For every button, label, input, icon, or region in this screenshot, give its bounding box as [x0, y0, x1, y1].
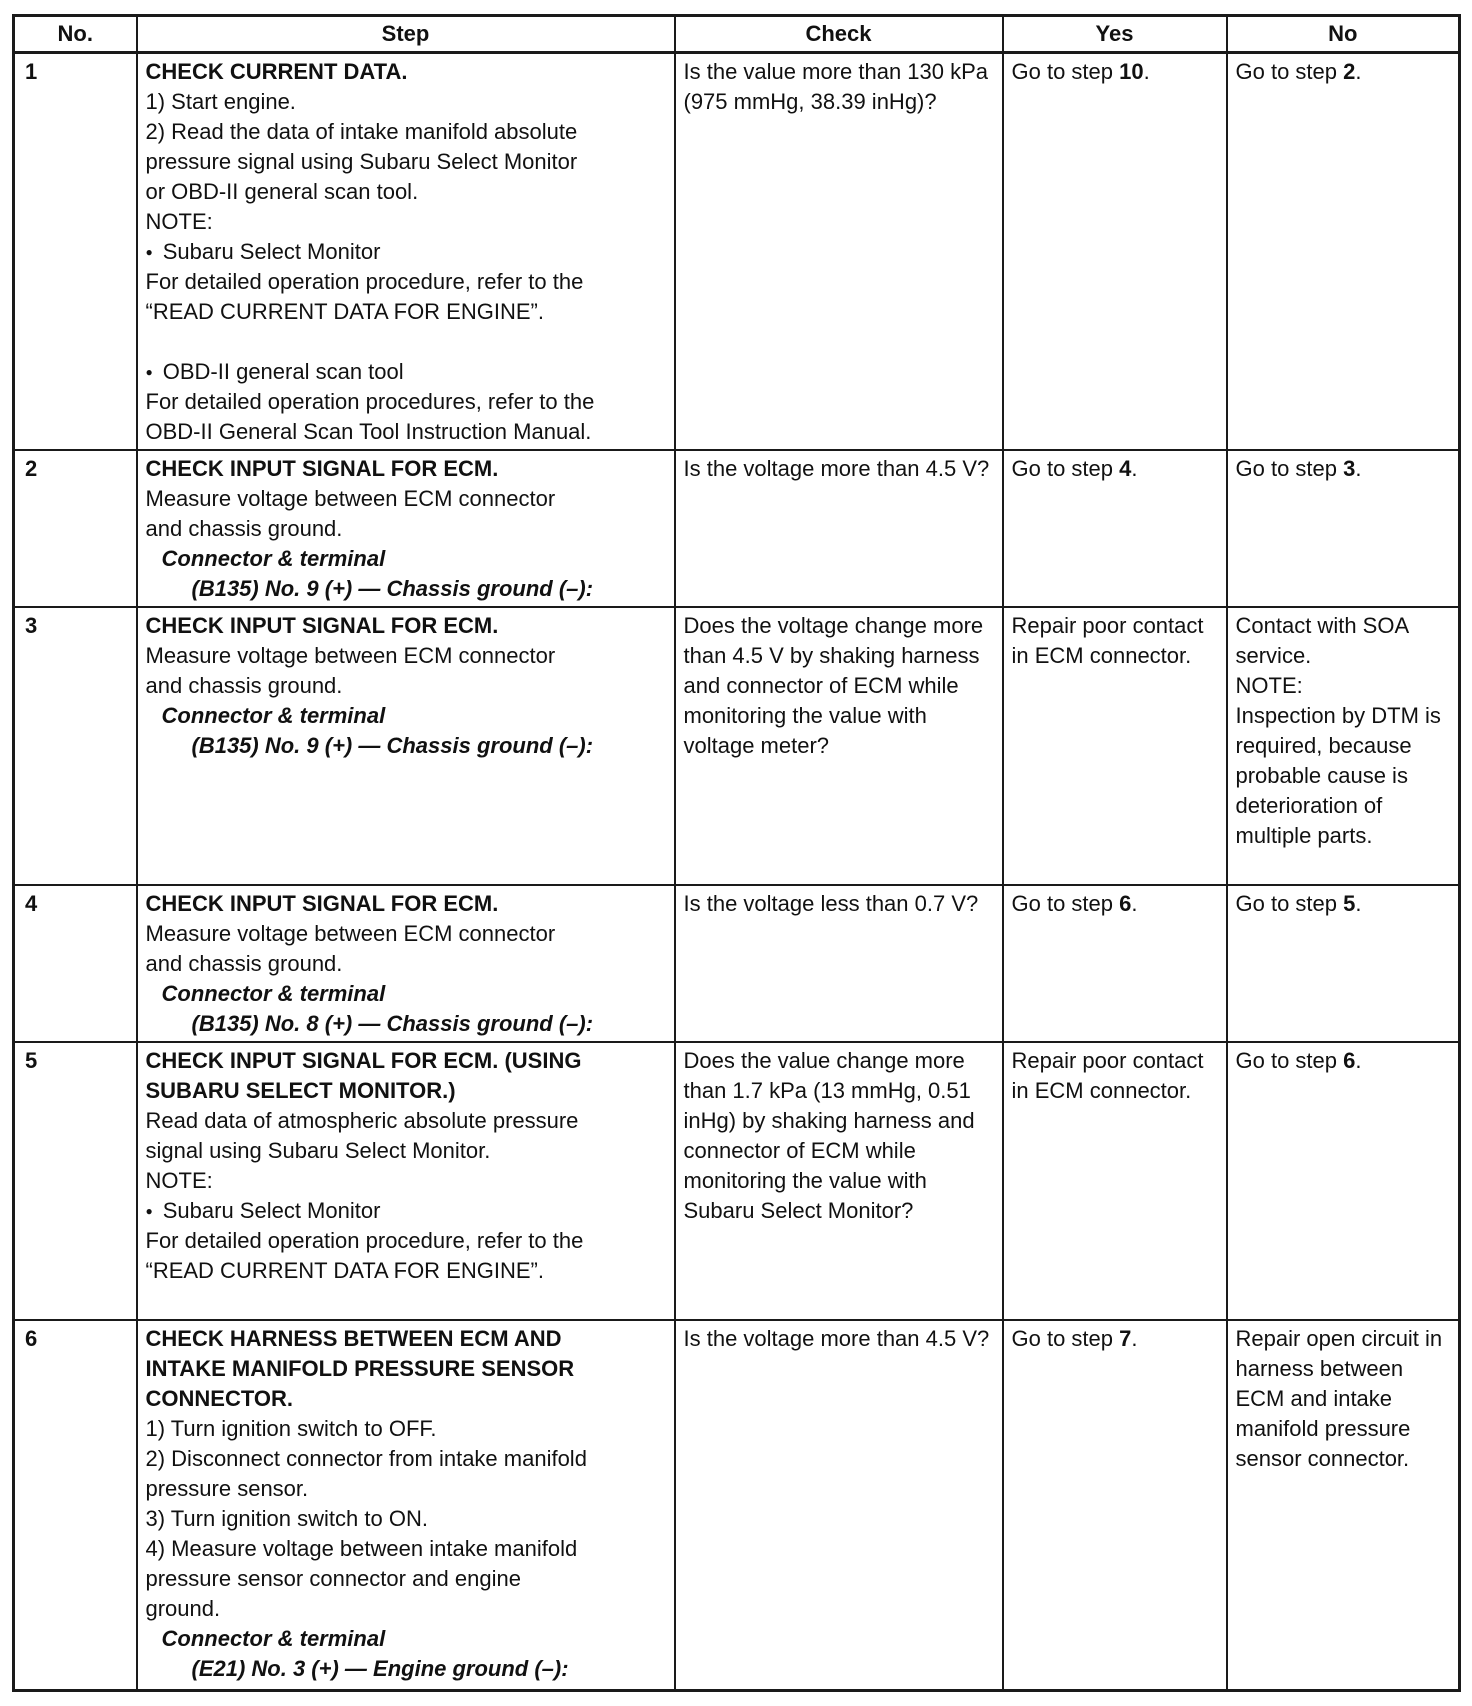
- header-check: Check: [675, 16, 1003, 53]
- no-step-number: 2: [1343, 59, 1356, 84]
- header-row: [14, 16, 1460, 53]
- header-no-result: No: [1227, 16, 1460, 53]
- yes-step-number: 7: [1119, 1326, 1132, 1351]
- connector-terminal: (B135) No. 9 (+) — Chassis ground (–):: [191, 576, 594, 601]
- table-row: [14, 450, 1460, 607]
- yes-cell: Repair poor contact in ECM connector.: [1003, 607, 1227, 885]
- step-cell: [137, 450, 675, 607]
- step-line: Read data of atmospheric absolute pressure: [145, 1108, 579, 1133]
- table-row: [14, 607, 1460, 885]
- step-line: 1) Turn ignition switch to OFF.: [145, 1416, 437, 1441]
- step-number: 1: [14, 53, 137, 451]
- no-cell: [1227, 885, 1460, 1042]
- step-line: pressure sensor connector and engine: [145, 1566, 521, 1591]
- step-line: ground.: [145, 1596, 221, 1621]
- yes-suffix: .: [1131, 891, 1138, 916]
- diagnostic-procedure-table: [12, 14, 1461, 1692]
- yes-step-number: 10: [1119, 59, 1144, 84]
- step-title: CHECK INPUT SIGNAL FOR ECM.: [145, 891, 499, 916]
- step-number: 3: [14, 607, 137, 885]
- no-cell: Repair open circuit in harness between ECM and intake manifold pressure sensor connector.: [1227, 1320, 1460, 1690]
- note-label: NOTE:: [1235, 673, 1303, 698]
- no-step-number: 3: [1343, 456, 1356, 481]
- check-cell: Is the value more than 130 kPa (975 mmHg, 38.39 inHg)?: [675, 53, 1003, 451]
- no-suffix: .: [1355, 1048, 1362, 1073]
- step-line: Measure voltage between ECM connector: [145, 643, 556, 668]
- step-cell: [137, 1320, 675, 1690]
- step-line: signal using Subaru Select Monitor.: [145, 1138, 491, 1163]
- check-cell: Does the voltage change more than 4.5 V by shaking harness and connector of ECM while monitoring the value with voltage meter?: [675, 607, 1003, 885]
- no-cell: [1227, 1042, 1460, 1320]
- yes-suffix: .: [1143, 59, 1150, 84]
- connector-label: Connector & terminal: [161, 703, 386, 728]
- yes-prefix: Go to step: [1011, 59, 1120, 84]
- step-title: CHECK INPUT SIGNAL FOR ECM.: [145, 456, 499, 481]
- no-prefix: Go to step: [1235, 891, 1344, 916]
- header-yes: Yes: [1003, 16, 1227, 53]
- no-cell: [1227, 607, 1460, 885]
- spacer: [146, 327, 668, 357]
- yes-cell: Repair poor contact in ECM connector.: [1003, 1042, 1227, 1320]
- no-note-text: Inspection by DTM is required, because probable cause is deterioration of multiple parts.: [1235, 703, 1441, 848]
- step-cell: [137, 607, 675, 885]
- step-line: and chassis ground.: [145, 673, 343, 698]
- no-step-number: 5: [1343, 891, 1356, 916]
- step-line: For detailed operation procedures, refer to the: [145, 389, 595, 414]
- step-line: Measure voltage between ECM connector: [145, 486, 556, 511]
- step-title: CHECK INPUT SIGNAL FOR ECM.: [145, 613, 499, 638]
- step-line: 3) Turn ignition switch to ON.: [145, 1506, 428, 1531]
- no-prefix: Go to step: [1235, 456, 1344, 481]
- no-suffix: .: [1355, 891, 1362, 916]
- check-cell: Is the voltage less than 0.7 V?: [675, 885, 1003, 1042]
- no-prefix: Go to step: [1235, 59, 1344, 84]
- table-row: [14, 1042, 1460, 1320]
- yes-suffix: .: [1131, 456, 1138, 481]
- no-text: Contact with SOA service.: [1235, 613, 1408, 668]
- connector-label: Connector & terminal: [161, 981, 386, 1006]
- step-line: pressure sensor.: [145, 1476, 309, 1501]
- step-number: 6: [14, 1320, 137, 1690]
- step-title: CHECK CURRENT DATA.: [145, 59, 408, 84]
- note-label: NOTE:: [145, 1168, 213, 1193]
- bullet-item: ● OBD-II general scan tool: [146, 357, 668, 387]
- connector-label: Connector & terminal: [161, 546, 386, 571]
- step-title: CONNECTOR.: [145, 1386, 293, 1411]
- step-line: or OBD-II general scan tool.: [145, 179, 419, 204]
- connector-label: Connector & terminal: [161, 1626, 386, 1651]
- note-label: NOTE:: [145, 209, 213, 234]
- table-row: [14, 53, 1460, 451]
- step-line: For detailed operation procedure, refer to the: [145, 1228, 584, 1253]
- step-line: 1) Start engine.: [145, 89, 296, 114]
- step-line: OBD-II General Scan Tool Instruction Manual.: [145, 419, 592, 444]
- no-cell: [1227, 53, 1460, 451]
- yes-step-number: 4: [1119, 456, 1132, 481]
- step-cell: [137, 885, 675, 1042]
- connector-terminal: (E21) No. 3 (+) — Engine ground (–):: [191, 1656, 569, 1681]
- table-row: [14, 885, 1460, 1042]
- yes-cell: [1003, 450, 1227, 607]
- step-cell: [137, 53, 675, 451]
- no-step-number: 6: [1343, 1048, 1356, 1073]
- step-line: 2) Disconnect connector from intake manifold: [145, 1446, 587, 1471]
- step-title: INTAKE MANIFOLD PRESSURE SENSOR: [145, 1356, 575, 1381]
- connector-terminal: (B135) No. 9 (+) — Chassis ground (–):: [191, 733, 594, 758]
- step-number: 4: [14, 885, 137, 1042]
- step-title: CHECK HARNESS BETWEEN ECM AND: [145, 1326, 562, 1351]
- step-line: 2) Read the data of intake manifold absolute: [145, 119, 578, 144]
- no-suffix: .: [1355, 59, 1362, 84]
- step-line: Measure voltage between ECM connector: [145, 921, 556, 946]
- no-suffix: .: [1355, 456, 1362, 481]
- yes-cell: [1003, 1320, 1227, 1690]
- check-cell: Is the voltage more than 4.5 V?: [675, 450, 1003, 607]
- check-cell: Is the voltage more than 4.5 V?: [675, 1320, 1003, 1690]
- step-line: 4) Measure voltage between intake manifold: [145, 1536, 578, 1561]
- no-prefix: Go to step: [1235, 1048, 1344, 1073]
- yes-prefix: Go to step: [1011, 1326, 1120, 1351]
- bullet-item: ● Subaru Select Monitor: [146, 237, 668, 267]
- step-line: “READ CURRENT DATA FOR ENGINE”.: [145, 1258, 544, 1283]
- step-cell: [137, 1042, 675, 1320]
- check-cell: Does the value change more than 1.7 kPa (13 mmHg, 0.51 inHg) by shaking harness and connector of ECM while monitoring the value with Subaru Select Monitor?: [675, 1042, 1003, 1320]
- step-line: and chassis ground.: [145, 951, 343, 976]
- yes-cell: [1003, 885, 1227, 1042]
- step-line: “READ CURRENT DATA FOR ENGINE”.: [145, 299, 544, 324]
- yes-step-number: 6: [1119, 891, 1132, 916]
- yes-suffix: .: [1131, 1326, 1138, 1351]
- yes-prefix: Go to step: [1011, 456, 1120, 481]
- table-row: [14, 1320, 1460, 1690]
- step-number: 5: [14, 1042, 137, 1320]
- step-line: For detailed operation procedure, refer to the: [145, 269, 584, 294]
- yes-prefix: Go to step: [1011, 891, 1120, 916]
- step-title: SUBARU SELECT MONITOR.): [145, 1078, 456, 1103]
- connector-terminal: (B135) No. 8 (+) — Chassis ground (–):: [191, 1011, 594, 1036]
- step-title: CHECK INPUT SIGNAL FOR ECM. (USING: [145, 1048, 582, 1073]
- step-number: 2: [14, 450, 137, 607]
- yes-cell: [1003, 53, 1227, 451]
- no-cell: [1227, 450, 1460, 607]
- header-no: No.: [14, 16, 137, 53]
- bullet-item: ● Subaru Select Monitor: [146, 1196, 668, 1226]
- header-step: Step: [137, 16, 675, 53]
- step-line: pressure signal using Subaru Select Monitor: [145, 149, 578, 174]
- step-line: and chassis ground.: [145, 516, 343, 541]
